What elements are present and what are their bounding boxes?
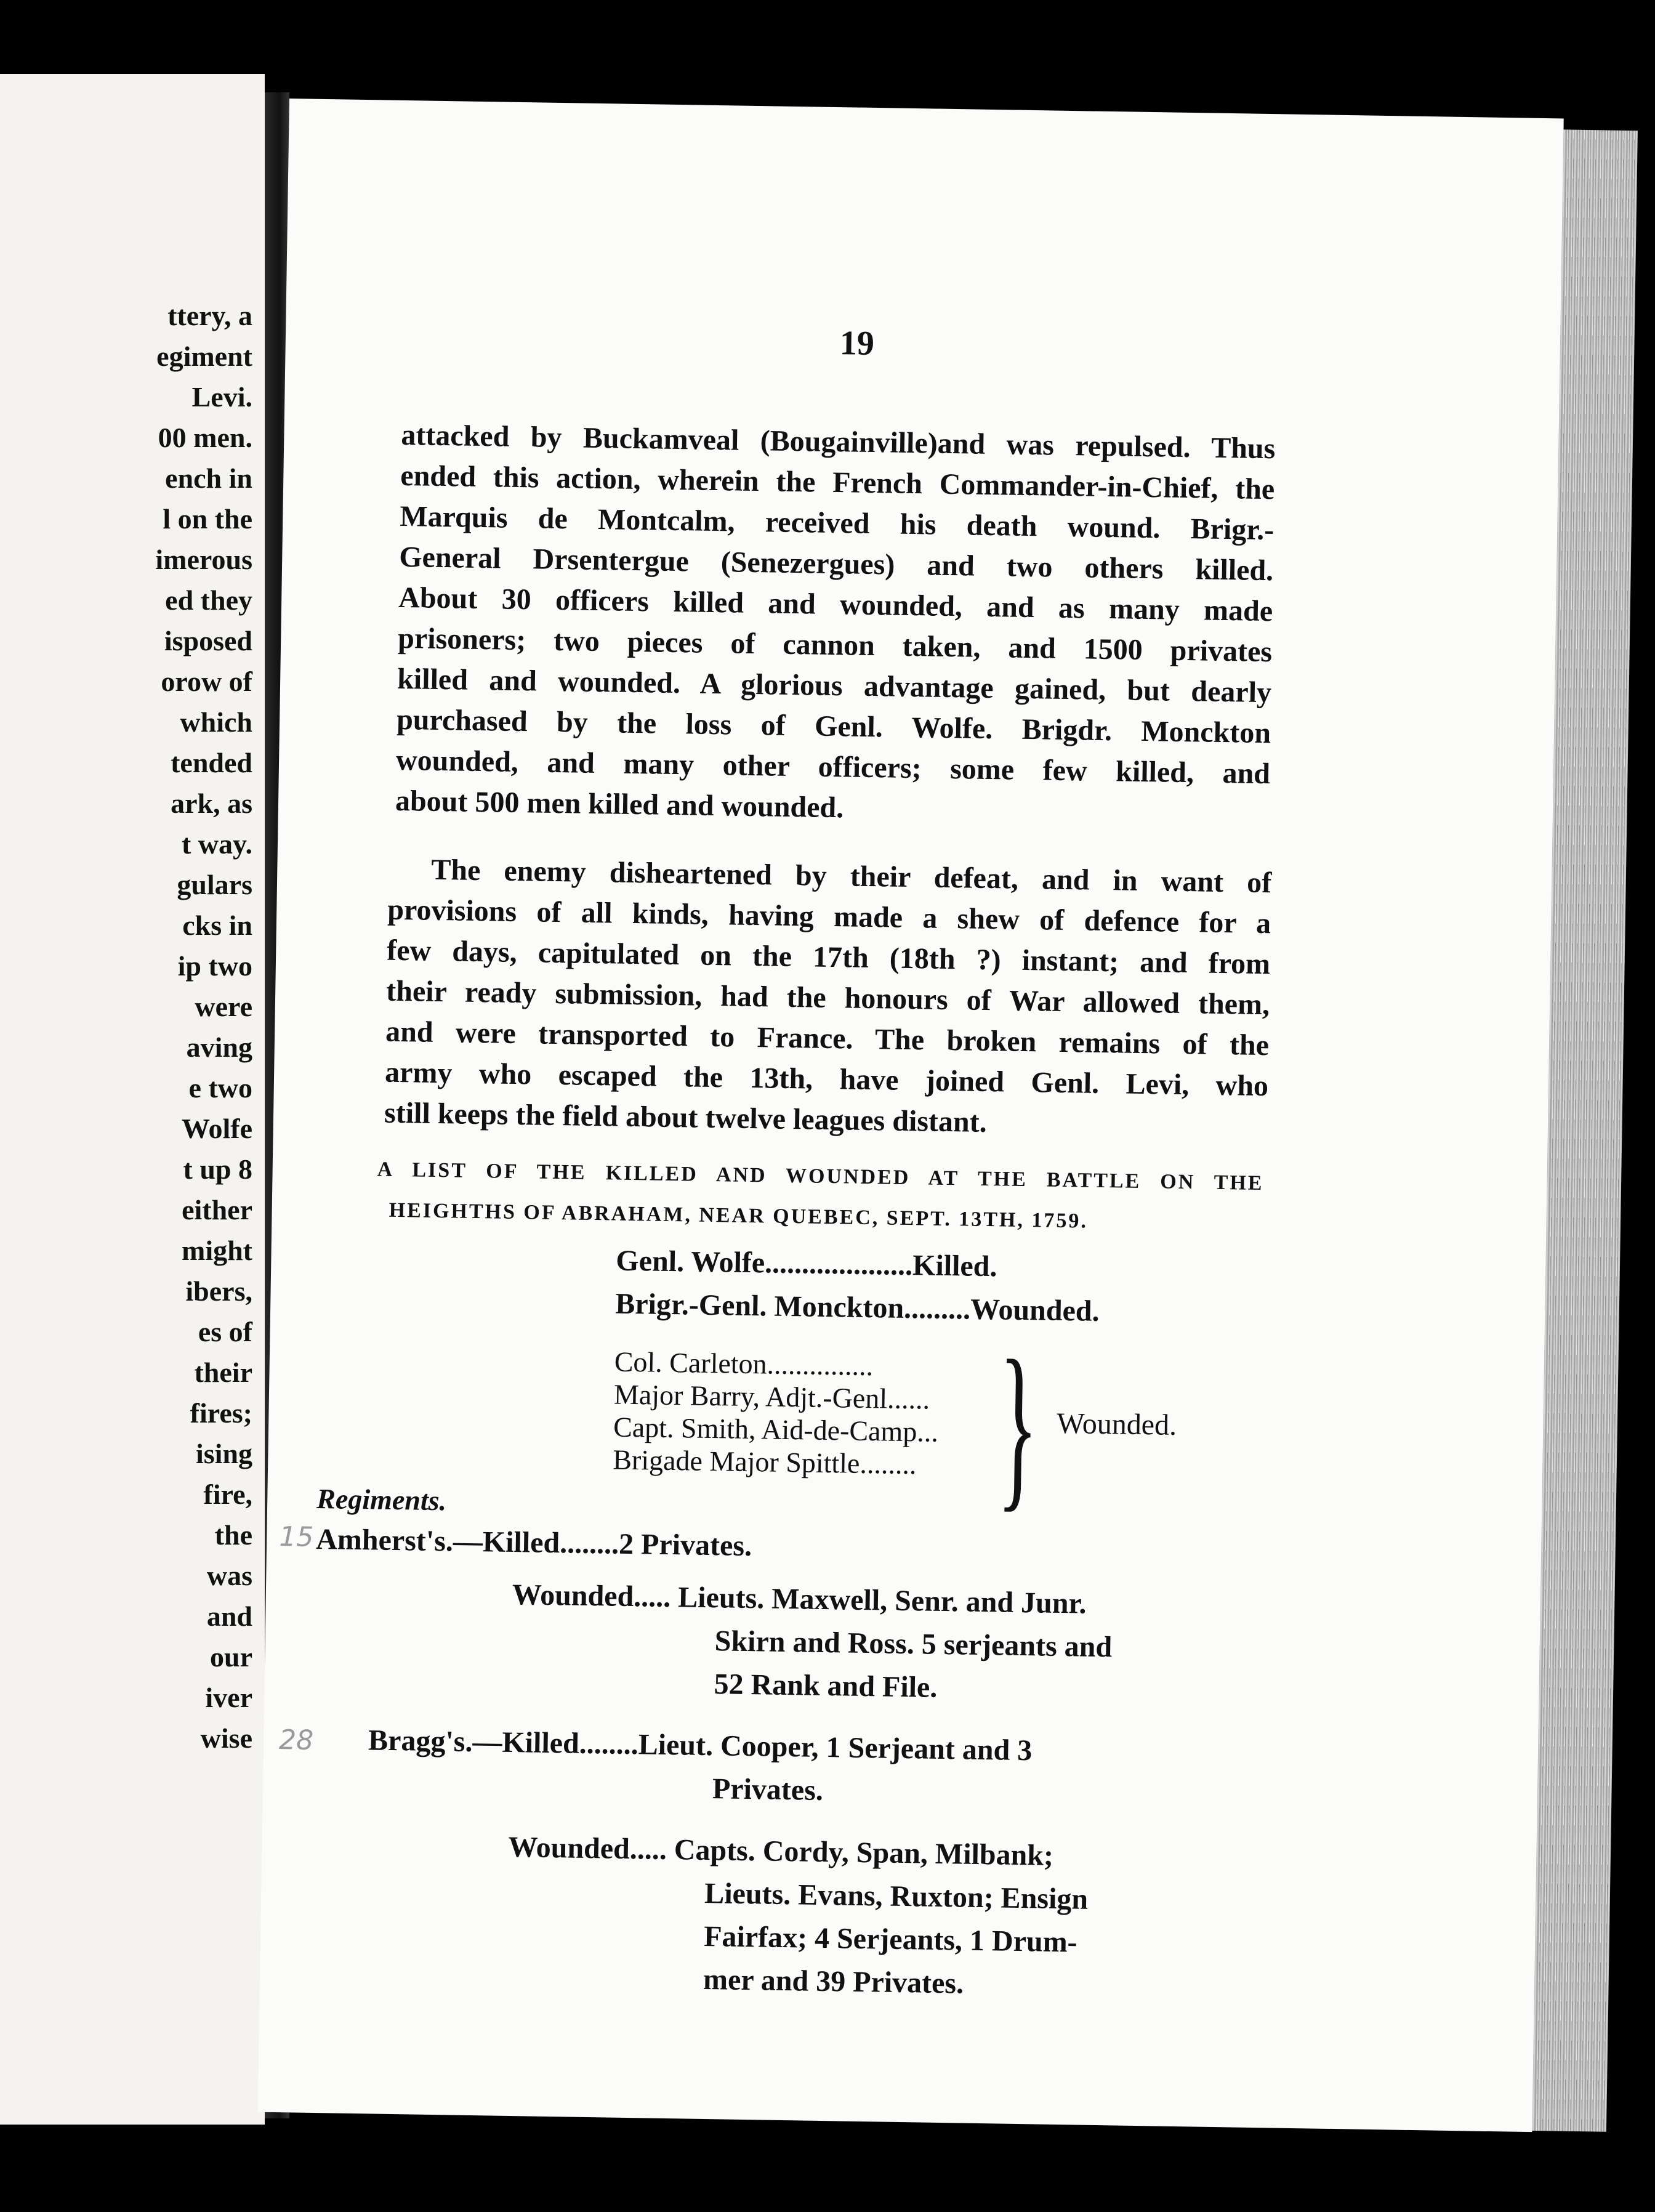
- amherst-killed: Amherst's.—Killed........2 Privates.: [315, 1522, 752, 1563]
- left-page-line: ed they: [165, 584, 252, 616]
- paragraph-1-line: killed and wounded. A glorious advantage gained, but dearly: [397, 662, 1272, 709]
- margin-note: 28: [278, 1724, 314, 1756]
- left-page-line: ising: [195, 1438, 252, 1469]
- left-page-line: and: [206, 1600, 252, 1632]
- left-page-line: ibers,: [185, 1275, 252, 1307]
- left-page-line: was: [206, 1560, 252, 1591]
- staff-result: Wounded.: [1056, 1407, 1177, 1442]
- bragg-killed: Bragg's.—Killed........Lieut. Cooper, 1 Serjeant and 3: [368, 1724, 1033, 1767]
- right-page: [258, 99, 1564, 2132]
- page-number: 19: [839, 324, 875, 363]
- staff-smith: Capt. Smith, Aid-de-Camp...: [613, 1411, 939, 1448]
- left-page-line: which: [180, 706, 252, 738]
- left-page-line: fires;: [190, 1397, 252, 1429]
- left-page-line: tended: [171, 747, 252, 778]
- left-page-line: the: [214, 1519, 252, 1551]
- left-page-line: imerous: [155, 544, 252, 575]
- left-page-line: t up 8: [183, 1153, 252, 1185]
- regiments-heading: Regiments.: [316, 1482, 447, 1517]
- left-page-line: were: [195, 991, 252, 1022]
- paragraph-1-line: about 500 men killed and wounded.: [395, 784, 844, 825]
- left-page-line: es of: [198, 1316, 252, 1347]
- left-page-line: e two: [188, 1072, 252, 1104]
- staff-spittle: Brigade Major Spittle........: [612, 1443, 917, 1480]
- paragraph-1-line: Marquis de Montcalm, received his death wound. Brigr.-: [399, 499, 1274, 547]
- left-page-line: ark, as: [171, 788, 252, 819]
- left-page-line: fire,: [203, 1479, 252, 1510]
- left-page-line: their: [194, 1357, 252, 1388]
- left-page-line: Levi.: [191, 381, 252, 413]
- list-heading-line-1: A LIST OF THE KILLED AND WOUNDED AT THE BATTLE ON THE: [377, 1158, 1264, 1195]
- left-page-line: either: [182, 1194, 252, 1225]
- left-page-line: egiment: [156, 341, 252, 372]
- paragraph-2-line: and were transported to France. The broken remains of the: [385, 1015, 1270, 1062]
- paragraph-1-line: purchased by the loss of Genl. Wolfe. Brigdr. Monckton: [396, 703, 1271, 750]
- left-page-line: wise: [200, 1722, 252, 1754]
- left-page-line: ip two: [177, 950, 252, 982]
- margin-note: 15: [278, 1521, 314, 1553]
- left-page-line: t way.: [182, 828, 252, 860]
- paragraph-2-line: army who escaped the 13th, have joined Genl. Levi, who: [384, 1056, 1269, 1103]
- paragraph-2-line: still keeps the field about twelve leagues distant.: [384, 1096, 988, 1139]
- paragraph-2-line: few days, capitulated on the 17th (18th ?) instant; and from: [386, 934, 1271, 981]
- left-page-line: l on the: [163, 503, 252, 535]
- paragraph-2-line: provisions of all kinds, having made a shew of defence for a: [387, 893, 1271, 940]
- paragraph-2-line: their ready submission, had the honours of War allowed them,: [385, 974, 1270, 1022]
- left-page-line: Wolfe: [182, 1113, 252, 1144]
- left-page-line: gulars: [177, 869, 252, 900]
- bragg-wounded: Wounded..... Capts. Cordy, Span, Milbank;: [508, 1830, 1054, 1872]
- paragraph-1-line: General Drsentergue (Senezergues) and two others killed.: [398, 540, 1274, 587]
- amherst-wounded: Wounded..... Lieuts. Maxwell, Senr. and Junr.: [512, 1578, 1087, 1620]
- paragraph-1-line: ended this action, wherein the French Commander-in-Chief, the: [400, 459, 1275, 506]
- bragg-wounded-cont-1: Lieuts. Evans, Ruxton; Ensign: [704, 1876, 1089, 1916]
- left-page-line: orow of: [161, 666, 252, 697]
- bragg-wounded-cont-2: Fairfax; 4 Serjeants, 1 Drum-: [703, 1919, 1078, 1959]
- paragraph-1-line: prisoners; two pieces of cannon taken, and 1500 privates: [397, 621, 1273, 669]
- paragraph-1-line: wounded, and many other officers; some few killed, and: [395, 743, 1271, 791]
- left-page-line: iver: [205, 1682, 252, 1713]
- amherst-wounded-cont-1: Skirn and Ross. 5 serjeants and: [714, 1625, 1113, 1664]
- list-heading-line-2: HEIGHTHS OF ABRAHAM, NEAR QUEBEC, SEPT. 13TH, 1759.: [389, 1198, 1089, 1233]
- left-page-line: cks in: [182, 910, 252, 941]
- bragg-wounded-cont-3: mer and 39 Privates.: [703, 1963, 964, 2000]
- left-page: [0, 74, 265, 2125]
- left-page-line: isposed: [164, 625, 252, 656]
- paragraph-1-line: attacked by Buckamveal (Bougainville)and was repulsed. Thus: [401, 418, 1276, 466]
- officer-monckton: Brigr.-Genl. Monckton.........Wounded.: [614, 1287, 1100, 1328]
- officer-wolfe: Genl. Wolfe....................Killed.: [616, 1244, 997, 1283]
- staff-barry: Major Barry, Adjt.-Genl......: [613, 1378, 930, 1415]
- left-page-line: might: [182, 1235, 252, 1266]
- bragg-killed-cont: Privates.: [712, 1772, 824, 1807]
- left-page-line: ench in: [165, 462, 252, 494]
- paragraph-2-line: The enemy disheartened by their defeat, and in want of: [430, 853, 1272, 900]
- amherst-wounded-cont-2: 52 Rank and File.: [714, 1668, 938, 1704]
- left-page-line: aving: [186, 1031, 252, 1063]
- brace-glyph: }: [996, 1322, 1040, 1528]
- paragraph-1-line: About 30 officers killed and wounded, and as many made: [398, 581, 1273, 628]
- left-page-line: 00 men.: [158, 422, 252, 453]
- left-page-line: our: [210, 1641, 252, 1673]
- left-page-line: ttery, a: [167, 300, 252, 331]
- staff-carleton: Col. Carleton...............: [614, 1346, 874, 1382]
